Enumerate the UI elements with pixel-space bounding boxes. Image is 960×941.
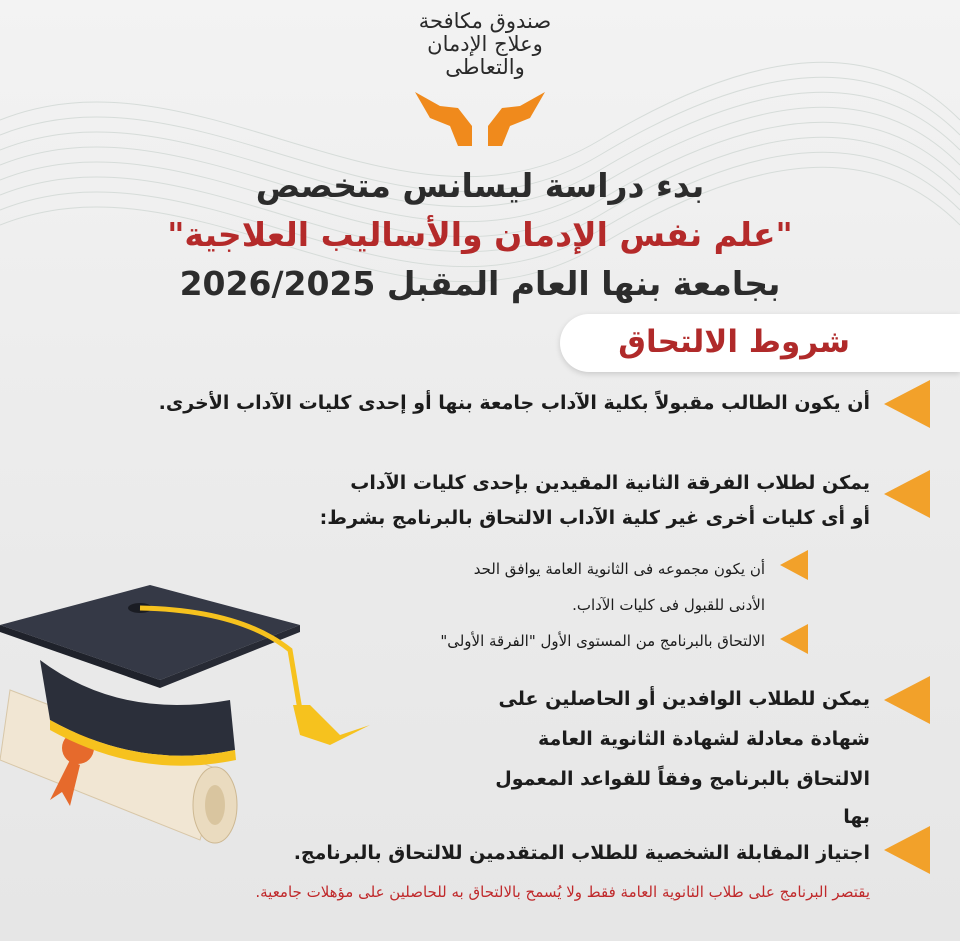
condition-3-line-2: شهادة معادلة لشهادة الثانوية العامة xyxy=(538,728,870,750)
logo-text xyxy=(385,10,585,79)
condition-2a-line-2: الأدنى للقبول فى كليات الآداب. xyxy=(572,596,765,614)
condition-4: اجتياز المقابلة الشخصية للطلاب المتقدمين للالتحاق بالبرنامج. xyxy=(293,842,870,864)
condition-2-line-2: أو أى كليات أخرى غير كلية الآداب الالتحاق بالبرنامج بشرط: xyxy=(319,507,870,529)
arrow-icon xyxy=(884,470,930,518)
logo-line-2: وعلاج الإدمان xyxy=(427,32,543,56)
condition-3-line-3: الالتحاق بالبرنامج وفقاً للقواعد المعمول xyxy=(495,768,870,790)
arrow-icon xyxy=(884,826,930,874)
fund-logo xyxy=(385,10,585,150)
arrow-icon xyxy=(780,550,808,580)
heading-line-3: بجامعة بنها العام المقبل 2026/2025 xyxy=(179,264,781,303)
condition-2b: الالتحاق بالبرنامج من المستوى الأول "الفرقة الأولى" xyxy=(440,632,765,650)
arrow-icon xyxy=(884,380,930,428)
arrow-icon xyxy=(780,624,808,654)
condition-3-line-1: يمكن للطلاب الوافدين أو الحاصلين على xyxy=(498,688,870,710)
condition-1: أن يكون الطالب مقبولاً بكلية الآداب جامعة بنها أو إحدى كليات الآداب الأخرى. xyxy=(158,392,870,414)
logo-line-3: والتعاطى xyxy=(445,55,525,79)
logo-line-1: صندوق مكافحة xyxy=(418,9,552,33)
heading-line-1: بدء دراسة ليسانس متخصص xyxy=(255,166,705,205)
graduation-cap-image xyxy=(0,570,380,870)
condition-2a-line-1: أن يكون مجموعه فى الثانوية العامة يوافق الحد xyxy=(473,560,765,578)
arrow-icon xyxy=(884,676,930,724)
heading-line-2: "علم نفس الإدمان والأساليب العلاجية" xyxy=(167,215,793,254)
footnote: يقتصر البرنامج على طلاب الثانوية العامة فقط ولا يُسمح بالالتحاق به للحاصلين على مؤهلات جامعية. xyxy=(255,883,870,901)
condition-3-line-4: بها xyxy=(843,806,870,828)
conditions-banner xyxy=(560,314,960,372)
hands-icon xyxy=(410,86,550,148)
condition-2-line-1: يمكن لطلاب الفرقة الثانية المقيدين بإحدى كليات الآداب xyxy=(350,472,870,494)
conditions-title: شروط الالتحاق xyxy=(618,324,850,360)
